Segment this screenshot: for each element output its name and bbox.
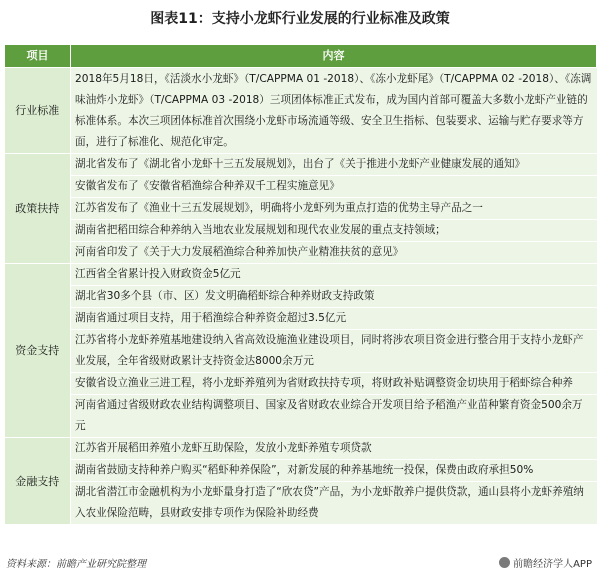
policy-table: [4, 44, 597, 525]
footer: [6, 555, 594, 570]
table-row: [5, 154, 597, 176]
row-content: 安徽省设立渔业三进工程，将小龙虾养殖列为省财政扶持专项，将财政补贴调整资金切块用于稻虾综合种养: [71, 373, 597, 395]
row-content: 江西省全省累计投入财政资金5亿元: [71, 264, 597, 286]
row-content: 湖北省30多个县（市、区）发文明确稻虾综合种养财政支持政策: [71, 286, 597, 308]
row-content: 河南省印发了《关于大力发展稻渔综合种养加快产业精准扶贫的意见》: [71, 242, 597, 264]
table-row: [5, 438, 597, 460]
table-row: [5, 373, 597, 395]
table-row: [5, 68, 597, 154]
brand-logo-icon: [499, 557, 510, 568]
table-row: [5, 242, 597, 264]
row-content: 湖南省通过项目支持，用于稻渔综合种养资金超过3.5亿元: [71, 308, 597, 330]
table-row: [5, 176, 597, 198]
category-funding-support: 资金支持: [5, 264, 71, 438]
row-content: 江苏省将小龙虾养殖基地建设纳入省高效设施渔业建设项目，同时将涉农项目资金进行整合用于支持小龙虾产业发展，全年省级财政累计支持资金达8000余万元: [71, 330, 597, 373]
header-content: 内容: [71, 45, 597, 68]
table-row: [5, 264, 597, 286]
table-row: [5, 220, 597, 242]
row-content: 湖南省鼓励支持种养户购买“稻虾种养保险”，对新发展的种养基地统一投保，保费由政府承担50%: [71, 460, 597, 482]
row-content: 湖南省把稻田综合种养纳入当地农业发展规划和现代农业发展的重点支持领域；: [71, 220, 597, 242]
row-content: 江苏省发布了《渔业十三五发展规划》，明确将小龙虾列为重点打造的优势主导产品之一: [71, 198, 597, 220]
table-row: [5, 482, 597, 525]
category-financial-support: 金融支持: [5, 438, 71, 525]
source-note: 资料来源：前瞻产业研究院整理: [6, 559, 146, 570]
table-row: [5, 308, 597, 330]
table-row: [5, 330, 597, 373]
table-row: [5, 286, 597, 308]
table-row: [5, 395, 597, 438]
header-item: 项目: [5, 45, 71, 68]
row-content: 江苏省开展稻田养殖小龙虾互助保险，发放小龙虾养殖专项贷款: [71, 438, 597, 460]
row-content: 2018年5月18日，《活淡水小龙虾》（T/CAPPMA 01 -2018）、《冻小龙虾尾》（T/CAPPMA 02 -2018）、《冻调味油炸小龙虾》（T/CAPPMA 03 -2018）三项团体标准正式发布，成为国内首部可覆盖大多数小龙虾产业链的标准体系。本次三项团体标准首次围绕小龙虾市场流通等级、安全卫生指标、包装要求、运输与贮存要求等方面，进行了标准化、规范化审定。: [71, 68, 597, 154]
row-content: 湖北省发布了《湖北省小龙虾十三五发展规划》，出台了《关于推进小龙虾产业健康发展的通知》: [71, 154, 597, 176]
row-content: 湖北省潜江市金融机构为小龙虾量身打造了“欣农贷”产品，为小龙虾散养户提供贷款，通山县将小龙虾养殖纳入农业保险范畴，县财政安排专项作为保险补助经费: [71, 482, 597, 525]
brand-credit: [499, 555, 592, 570]
row-content: 安徽省发布了《安徽省稻渔综合种养双千工程实施意见》: [71, 176, 597, 198]
category-policy-support: 政策扶持: [5, 154, 71, 264]
row-content: 河南省通过省级财政农业结构调整项目、国家及省财政农业综合开发项目给予稻渔产业苗种繁育资金500余万元: [71, 395, 597, 438]
chart-title: 图表11：支持小龙虾行业发展的行业标准及政策: [150, 11, 450, 27]
table-row: [5, 198, 597, 220]
category-industry-standard: 行业标准: [5, 68, 71, 154]
table-header-row: [5, 45, 597, 68]
table-row: [5, 460, 597, 482]
brand-name: 前瞻经济学人APP: [513, 559, 592, 570]
